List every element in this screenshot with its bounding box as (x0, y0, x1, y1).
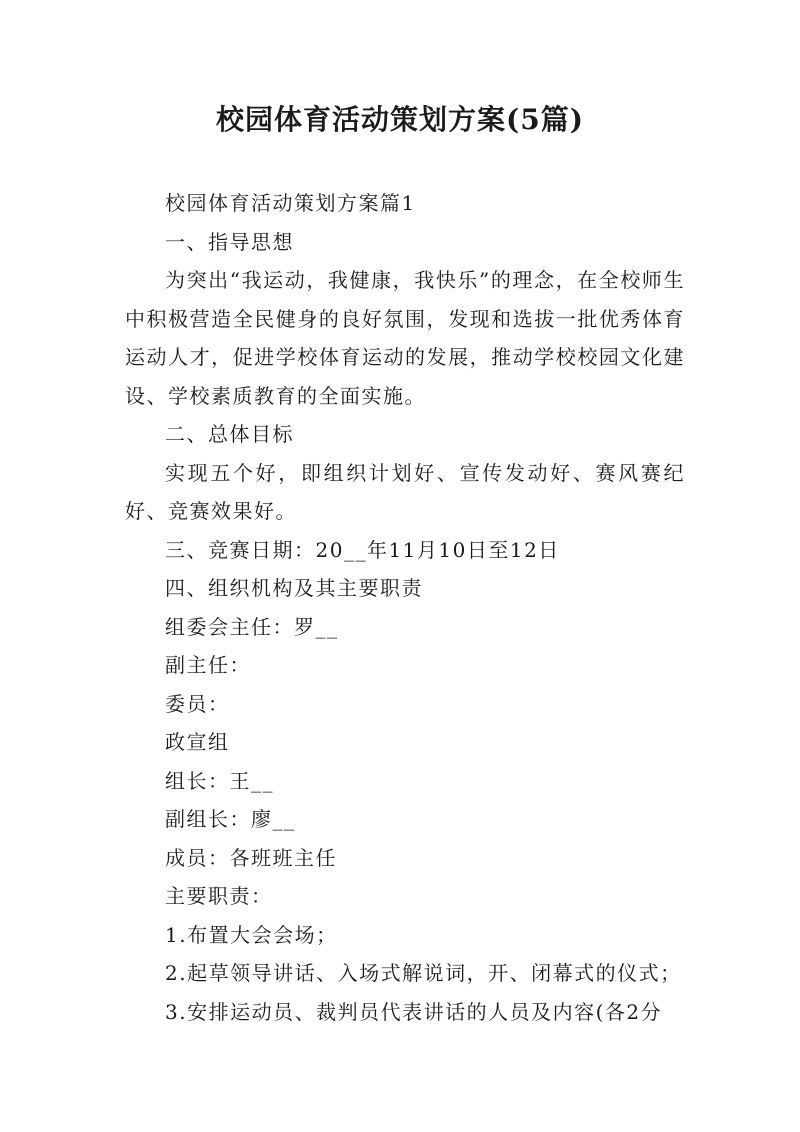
paragraph-competition-date: 三、竞赛日期：20__年11月10日至12日 (165, 537, 560, 562)
paragraph-guiding-ideology-heading: 一、指导思想 (165, 229, 294, 254)
paragraph-committee-members: 委员： (165, 691, 230, 716)
paragraph-section-heading: 校园体育活动策划方案篇1 (165, 191, 416, 215)
paragraph-publicity-group: 政宣组 (165, 730, 230, 754)
paragraph-committee-director: 组委会主任：罗__ (165, 614, 339, 639)
paragraph-group-leader: 组长：王__ (165, 768, 274, 793)
paragraph-deputy-group-leader: 副组长：廖__ (165, 807, 296, 831)
paragraph-duty-3: 3.安排运动员、裁判员代表讲话的人员及内容(各2分 (165, 999, 663, 1024)
paragraph-guiding-ideology: 为突出“我运动，我健康，我快乐”的理念，在全校师生中积极营造全民健身的良好氛围，发现和选拔一批优秀体育运动人才，促进学校体育运动的发展，推动学校校园文化建设、学校素质教育的全面实施。 (125, 268, 685, 408)
paragraph-overall-goal-heading: 二、总体目标 (165, 422, 294, 446)
paragraph-main-duties-heading: 主要职责： (165, 884, 273, 908)
document-title: 校园体育活动策划方案(5篇) (216, 103, 584, 136)
paragraph-deputy-director: 副主任： (165, 653, 251, 677)
paragraph-duty-1: 1.布置大会会场； (165, 922, 338, 947)
paragraph-organization-heading: 四、组织机构及其主要职责 (165, 576, 423, 600)
paragraph-group-members: 成员：各班班主任 (165, 845, 337, 870)
document-body (125, 184, 685, 1031)
paragraph-duty-2: 2.起草领导讲话、入场式解说词，开、闭幕式的仪式； (165, 961, 682, 985)
paragraph-overall-goal: 实现五个好，即组织计划好、宣传发动好、赛风赛纪好、竞赛效果好。 (125, 460, 685, 523)
